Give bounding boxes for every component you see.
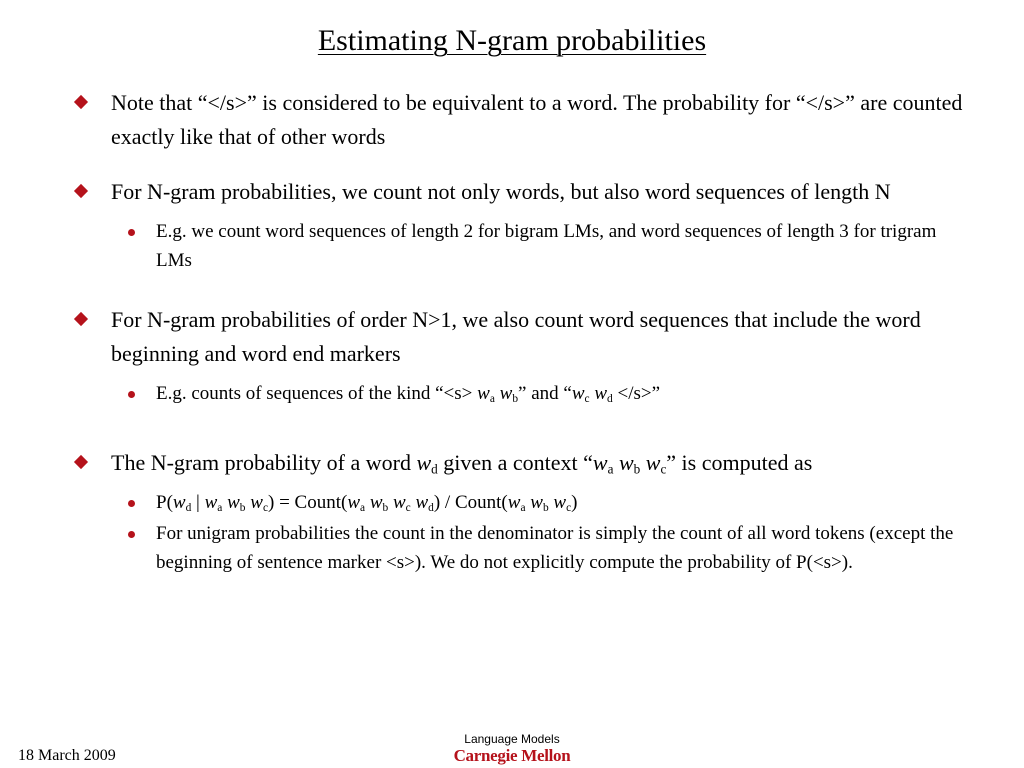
red-dot-icon — [128, 229, 135, 236]
sub-bullet-bigram-example — [76, 217, 976, 275]
footer-branding — [412, 732, 612, 765]
bullet-ngram-counts — [76, 175, 976, 209]
bullet-text: For N-gram probabilities of order N>1, we also count word sequences that include the word beginning and word end markers — [111, 307, 921, 366]
red-diamond-icon — [74, 184, 88, 198]
footer-date: 18 March 2009 — [18, 747, 116, 764]
bullet-sentence-markers — [76, 303, 976, 371]
footer-topic: Language Models — [464, 732, 560, 746]
red-dot-icon — [128, 391, 135, 398]
bullet-text: Note that “</s>” is considered to be equivalent to a word. The probability for “</s>” are counted exactly like that of other words — [111, 90, 963, 149]
sub-bullet-text: For unigram probabilities the count in the denominator is simply the count of all word tokens (except the beginning of sentence marker <s>). We do not explicitly compute the probability of P(<s>). — [156, 523, 954, 573]
sub-bullet-marker-example — [76, 379, 976, 408]
red-diamond-icon — [74, 95, 88, 109]
sub-bullet-formula — [76, 488, 976, 517]
sub-bullet-text: E.g. we count word sequences of length 2 for bigram LMs, and word sequences of length 3 for trigram LMs — [156, 221, 937, 271]
bullet-ngram-probability — [76, 446, 976, 480]
formula-text: $P(w_d$ | $w_a$ $w_b$ $w_c$) = $Count(w_a$ $w_b$ $w_c$ $w_d$) / $Count(w_a$ $w_b$ $w_c$) — [156, 492, 578, 514]
red-diamond-icon — [74, 312, 88, 326]
slide-content — [76, 86, 976, 577]
sub-bullet-text: E.g. counts of sequences of the kind “$<s> w_a$ $w_b$” and “$w_c$ $w_d </s>$” — [156, 383, 661, 405]
red-dot-icon — [128, 531, 135, 538]
sub-bullet-unigram-note — [76, 519, 976, 577]
bullet-end-marker — [76, 86, 976, 154]
slide-title: Estimating N-gram probabilities — [317, 24, 707, 57]
carnegie-mellon-logo: Carnegie Mellon — [453, 746, 571, 765]
red-dot-icon — [128, 500, 135, 507]
bullet-text: For N-gram probabilities, we count not only words, but also word sequences of length N — [111, 179, 891, 204]
bullet-text: The N-gram probability of a word $w_d$ given a context “$w_a$ $w_b$ $w_c$” is computed as — [111, 450, 813, 477]
red-diamond-icon — [74, 455, 88, 469]
